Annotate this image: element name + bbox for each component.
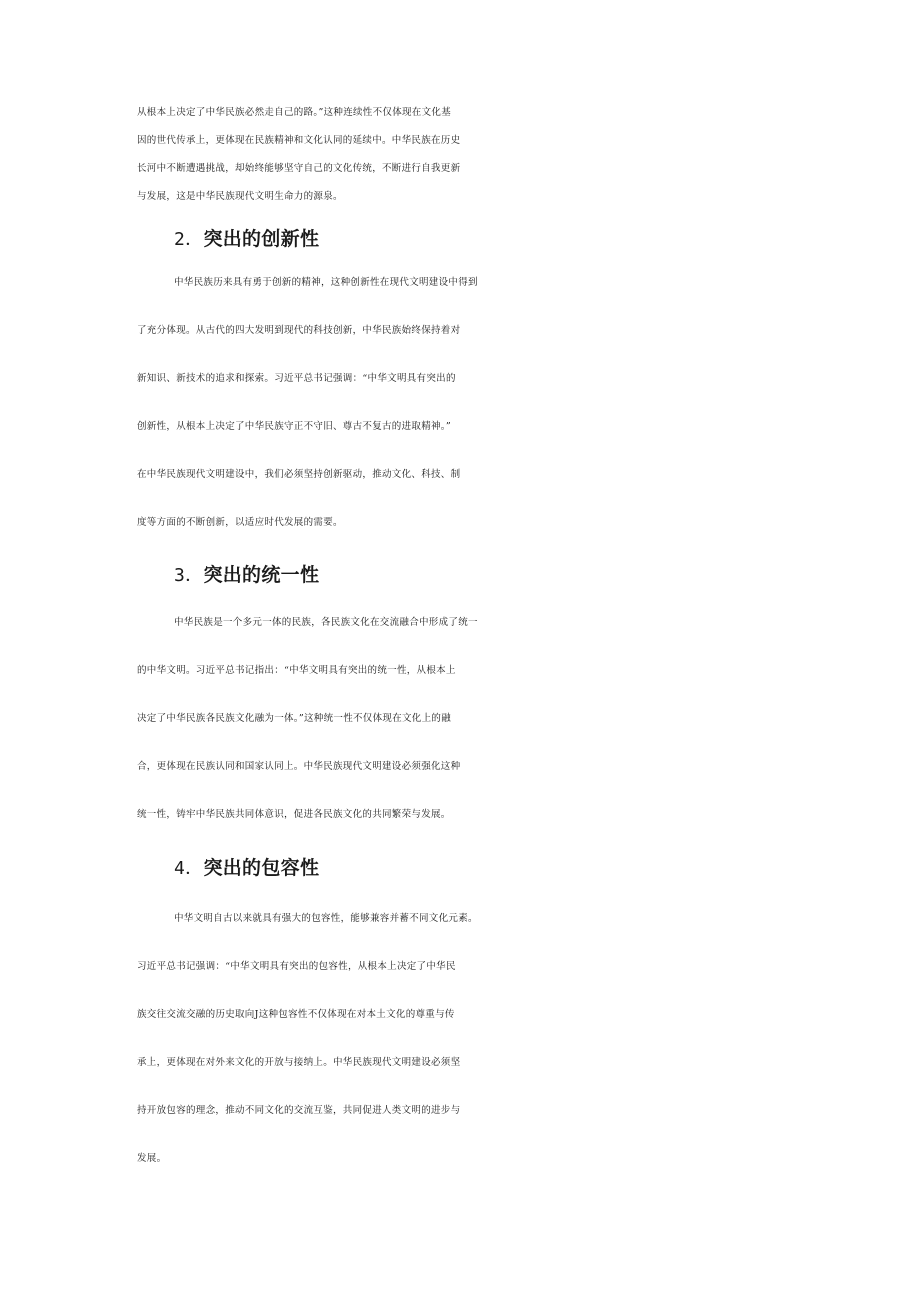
heading-text: 突出的创新性 — [203, 228, 320, 250]
heading-number: 2． — [174, 229, 204, 250]
paragraph-line: 因的世代传承上，更体现在民族精神和文化认同的延续中。中华民族在历史 — [137, 135, 461, 146]
paragraph-line: 决定了中华民族各民族文化融为一体。”这种统一性不仅体现在文化上的融 — [137, 713, 452, 724]
paragraph-line: 持开放包容的理念，推动不同文化的交流互鉴，共同促进人类文明的进步与 — [137, 1105, 461, 1116]
paragraph-line: 习近平总书记强调：“中华文明具有突出的包容性，从根本上决定了中华民 — [137, 961, 456, 972]
paragraph-line: 度等方面的不断创新，以适应时代发展的需要。 — [137, 517, 343, 528]
section-heading — [0, 227, 920, 251]
paragraph-line: 长河中不断遭遇挑战，却始终能够坚守自己的文化传统，不断进行自我更新 — [137, 163, 461, 174]
paragraph-line: 统一性，铸牢中华民族共同体意识，促进各民族文化的共同繁荣与发展。 — [137, 809, 451, 820]
paragraph-line: 合，更体现在民族认同和国家认同上。中华民族现代文明建设必须强化这种 — [137, 761, 461, 772]
paragraph-line: 的中华文明。习近平总书记指出：“中华文明具有突出的统一性，从根本上 — [137, 665, 456, 676]
paragraph-line: 中华民族历来具有勇于创新的精神，这种创新性在现代文明建设中得到 — [174, 277, 478, 288]
paragraph-line: 中华文明自古以来就具有强大的包容性，能够兼容并蓄不同文化元素。 — [174, 913, 478, 924]
section-heading — [0, 563, 920, 587]
paragraph-line: 从根本上决定了中华民族必然走自己的路。”这种连续性不仅体现在文化基 — [137, 107, 452, 118]
section-heading — [0, 856, 920, 880]
paragraph-line: 中华民族是一个多元一体的民族，各民族文化在交流融合中形成了统一 — [174, 617, 478, 628]
paragraph-line: 族交往交流交融的历史取向J这种包容性不仅体现在对本土文化的尊重与传 — [137, 1009, 455, 1020]
heading-number: 3． — [174, 565, 204, 586]
heading-number: 4． — [174, 858, 204, 879]
heading-text: 突出的包容性 — [203, 857, 320, 879]
heading-text: 突出的统一性 — [203, 564, 320, 586]
paragraph-line: 发展。 — [137, 1153, 167, 1164]
paragraph-line: 在中华民族现代文明建设中，我们必须坚持创新驱动，推动文化、科技、制 — [137, 469, 461, 480]
paragraph-line: 了充分体现。从古代的四大发明到现代的科技创新，中华民族始终保持着对 — [137, 325, 461, 336]
paragraph-line: 新知识、新技术的追求和探索。习近平总书记强调：“中华文明具有突出的 — [137, 373, 456, 384]
paragraph-line: 承上，更体现在对外来文化的开放与接纳上。中华民族现代文明建设必须坚 — [137, 1057, 461, 1068]
paragraph-line: 与发展，这是中华民族现代文明生命力的源泉。 — [137, 191, 343, 202]
paragraph-line: 创新性，从根本上决定了中华民族守正不守旧、尊古不复古的进取精神。” — [137, 421, 452, 432]
